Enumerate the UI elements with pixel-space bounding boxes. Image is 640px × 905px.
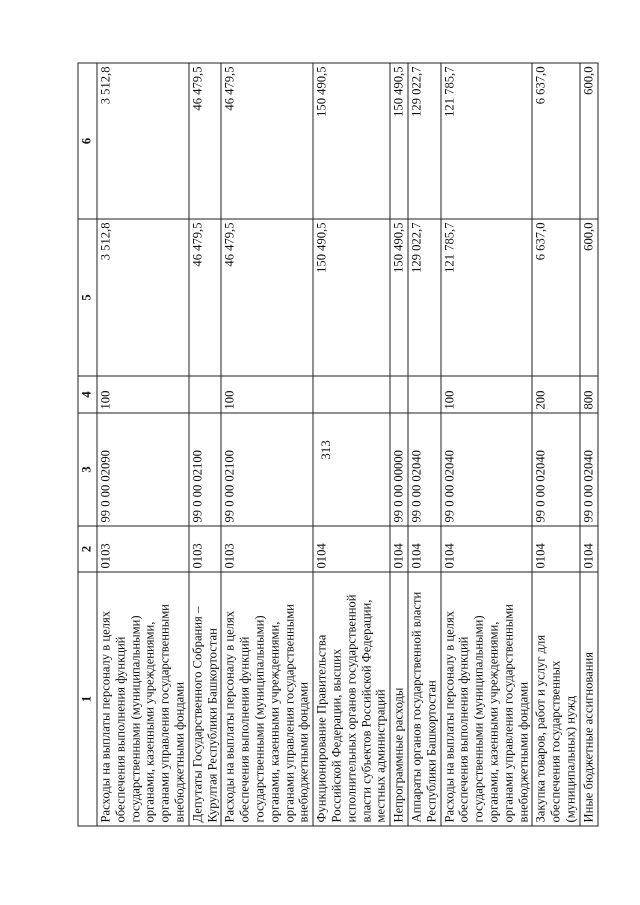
row-value-5: 150 490,5	[313, 219, 390, 376]
row-name: Расходы на выплаты персоналу в целях обеспечения выполнения функций государственными (муниципальными) органами, казенными учреждениями, органами управления государственными внебюджетными фондами	[97, 572, 189, 826]
row-type	[390, 376, 408, 413]
table-row	[390, 63, 408, 826]
row-target: 99 0 00 02040	[579, 413, 597, 526]
row-name: Расходы на выплаты персоналу в целях обеспечения выполнения функций государственными (муниципальными) органами, казенными учреждениями, органами управления государственными внебюджетными фондами	[221, 572, 313, 826]
row-target: 99 0 00 02040	[532, 413, 579, 526]
table-row	[407, 63, 440, 826]
table-row	[313, 63, 390, 826]
table-row	[579, 63, 597, 826]
table-row	[532, 63, 579, 826]
row-value-6: 150 490,5	[313, 63, 390, 219]
row-type	[407, 376, 440, 413]
header-col-6: 6	[78, 63, 97, 219]
row-value-6: 121 785,7	[440, 63, 532, 219]
row-value-5: 46 479,5	[188, 219, 221, 376]
row-target	[313, 413, 390, 526]
row-value-5: 121 785,7	[440, 219, 532, 376]
row-type	[188, 376, 221, 413]
header-row	[78, 63, 97, 826]
row-value-5: 600,0	[579, 219, 597, 376]
row-type	[313, 376, 390, 413]
row-name: Функционирование Правительства Российской Федерации, высших исполнительных органов государственной власти субъектов Российской Федерации, местных администраций	[313, 572, 390, 826]
row-value-6: 600,0	[579, 63, 597, 219]
header-col-2: 2	[78, 526, 97, 572]
row-target: 99 0 00 02100	[188, 413, 221, 526]
table-row	[440, 63, 532, 826]
row-name: Иные бюджетные ассигнования	[579, 572, 597, 826]
row-section: 0103	[97, 526, 189, 572]
rotated-table-container	[77, 64, 595, 827]
row-value-5: 46 479,5	[221, 219, 313, 376]
row-type: 200	[532, 376, 579, 413]
row-section: 0104	[313, 526, 390, 572]
row-target: 99 0 00 02090	[97, 413, 189, 526]
row-value-6: 46 479,5	[221, 63, 313, 219]
header-col-3: 3	[78, 413, 97, 526]
table-row	[188, 63, 221, 826]
budget-table	[77, 63, 598, 827]
row-name: Закупка товаров, работ и услуг для обеспечения государственных (муниципальных) нужд	[532, 572, 579, 826]
table-row	[97, 63, 189, 826]
row-value-5: 6 637,0	[532, 219, 579, 376]
row-type: 100	[440, 376, 532, 413]
row-name: Непрограммные расходы	[390, 572, 408, 826]
row-value-5: 150 490,5	[390, 219, 408, 376]
row-name: Расходы на выплаты персоналу в целях обеспечения выполнения функций государственными (муниципальными) органами, казенными учреждениями, органами управления государственными внебюджетными фондами	[440, 572, 532, 826]
row-value-5: 3 512,8	[97, 219, 189, 376]
row-section: 0104	[440, 526, 532, 572]
row-section: 0104	[407, 526, 440, 572]
row-type: 800	[579, 376, 597, 413]
row-type: 100	[221, 376, 313, 413]
row-section: 0104	[532, 526, 579, 572]
row-section: 0104	[390, 526, 408, 572]
row-value-6: 129 022,7	[407, 63, 440, 219]
row-type: 100	[97, 376, 189, 413]
row-value-6: 6 637,0	[532, 63, 579, 219]
header-col-5: 5	[78, 219, 97, 376]
table-row	[221, 63, 313, 826]
header-col-4: 4	[78, 376, 97, 413]
row-value-6: 150 490,5	[390, 63, 408, 219]
row-name: Депутаты Государственного Собрания – Курултая Республики Башкортостан	[188, 572, 221, 826]
row-target: 99 0 00 02040	[440, 413, 532, 526]
row-value-5: 129 022,7	[407, 219, 440, 376]
row-target: 99 0 00 02100	[221, 413, 313, 526]
row-name: Аппараты органов государственной власти Республики Башкортостан	[407, 572, 440, 826]
row-value-6: 46 479,5	[188, 63, 221, 219]
row-section: 0104	[579, 526, 597, 572]
row-target: 99 0 00 02040	[407, 413, 440, 526]
header-col-1: 1	[78, 572, 97, 826]
page-number: 313	[318, 440, 333, 460]
row-value-6: 3 512,8	[97, 63, 189, 219]
row-target: 99 0 00 00000	[390, 413, 408, 526]
row-section: 0103	[221, 526, 313, 572]
row-section: 0103	[188, 526, 221, 572]
